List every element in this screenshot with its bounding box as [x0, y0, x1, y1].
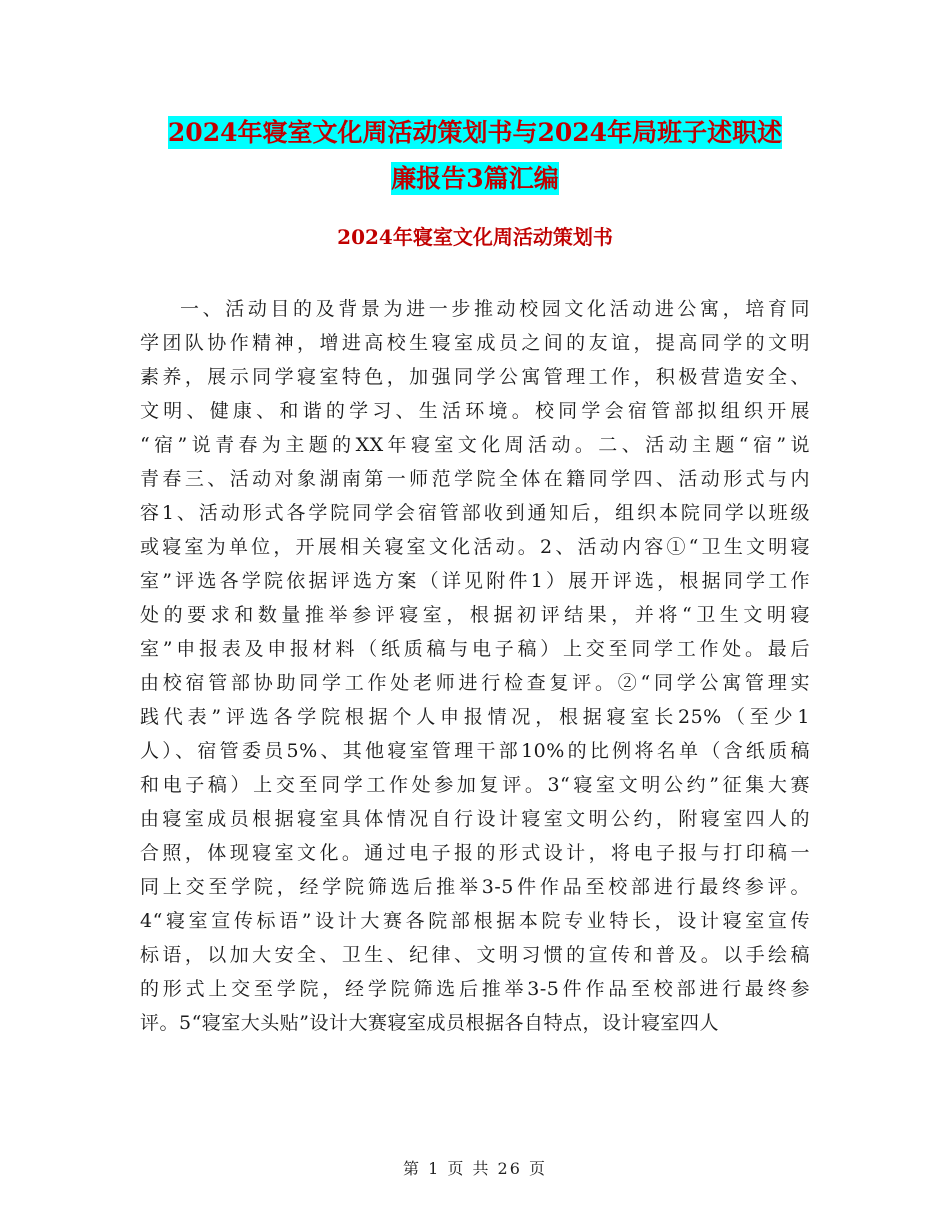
body-line: 学团队协作精神，增进高校生寝室成员之间的友谊，提高同学的文明	[140, 332, 810, 354]
body-line: 室”评选各学院依据评选方案（详见附件1）展开评选，根据同学工作	[140, 570, 810, 592]
body-line: 青春三、活动对象湖南第一师范学院全体在籍同学四、活动形式与内	[140, 468, 810, 490]
body-line: 处的要求和数量推举参评寝室，根据初评结果，并将“卫生文明寝	[140, 604, 810, 626]
document-title	[140, 110, 810, 202]
body-line: 素养，展示同学寝室特色，加强同学公寓管理工作，积极营造安全、	[140, 366, 810, 388]
body-line: 合照，体现寝室文化。通过电子报的形式设计，将电子报与打印稿一	[140, 842, 810, 864]
body-line: 一、活动目的及背景为进一步推动校园文化活动进公寓，培育同	[180, 298, 810, 320]
body-line: 由寝室成员根据寝室具体情况自行设计寝室文明公约，附寝室四人的	[140, 808, 810, 830]
body-line: 的形式上交至学院，经学院筛选后推举3-5件作品至校部进行最终参	[140, 978, 810, 1000]
body-line: “宿”说青春为主题的XX年寝室文化周活动。二、活动主题“宿”说	[140, 434, 810, 456]
section-title: 2024年寝室文化周活动策划书	[337, 225, 613, 249]
body-line: 容1、活动形式各学院同学会宿管部收到通知后，组织本院同学以班级	[140, 502, 810, 524]
body-line: 评。5“寝室大头贴”设计大赛寝室成员根据各自特点，设计寝室四人	[140, 1012, 720, 1034]
body-line: 或寝室为单位，开展相关寝室文化活动。2、活动内容①“卫生文明寝	[140, 536, 810, 558]
document-title-line-1: 2024年寝室文化周活动策划书与2024年局班子述职述	[167, 118, 783, 147]
document-title-line-2: 廉报告3篇汇编	[391, 164, 559, 193]
body-line: 标语，以加大安全、卫生、纪律、文明习惯的宣传和普及。以手绘稿	[140, 944, 810, 966]
body-line: 和电子稿）上交至同学工作处参加复评。3“寝室文明公约”征集大赛	[140, 774, 810, 796]
body-line: 由校宿管部协助同学工作处老师进行检查复评。②“同学公寓管理实	[140, 672, 810, 694]
page-footer: 第 1 页 共 26 页	[403, 1159, 547, 1178]
body-line: 同上交至学院，经学院筛选后推举3-5件作品至校部进行最终参评。	[140, 876, 810, 898]
body-line: 文明、健康、和谐的学习、生活环境。校同学会宿管部拟组织开展	[140, 400, 810, 422]
body-line: 4“寝室宣传标语”设计大赛各院部根据本院专业特长，设计寝室宣传	[140, 910, 810, 932]
body-text	[140, 292, 810, 1040]
body-line: 室”申报表及申报材料（纸质稿与电子稿）上交至同学工作处。最后	[140, 638, 810, 660]
body-line: 人）、宿管委员5%、其他寝室管理干部10%的比例将名单（含纸质稿	[140, 740, 810, 762]
body-line: 践代表”评选各学院根据个人申报情况，根据寝室长25%（至少1	[140, 706, 810, 728]
